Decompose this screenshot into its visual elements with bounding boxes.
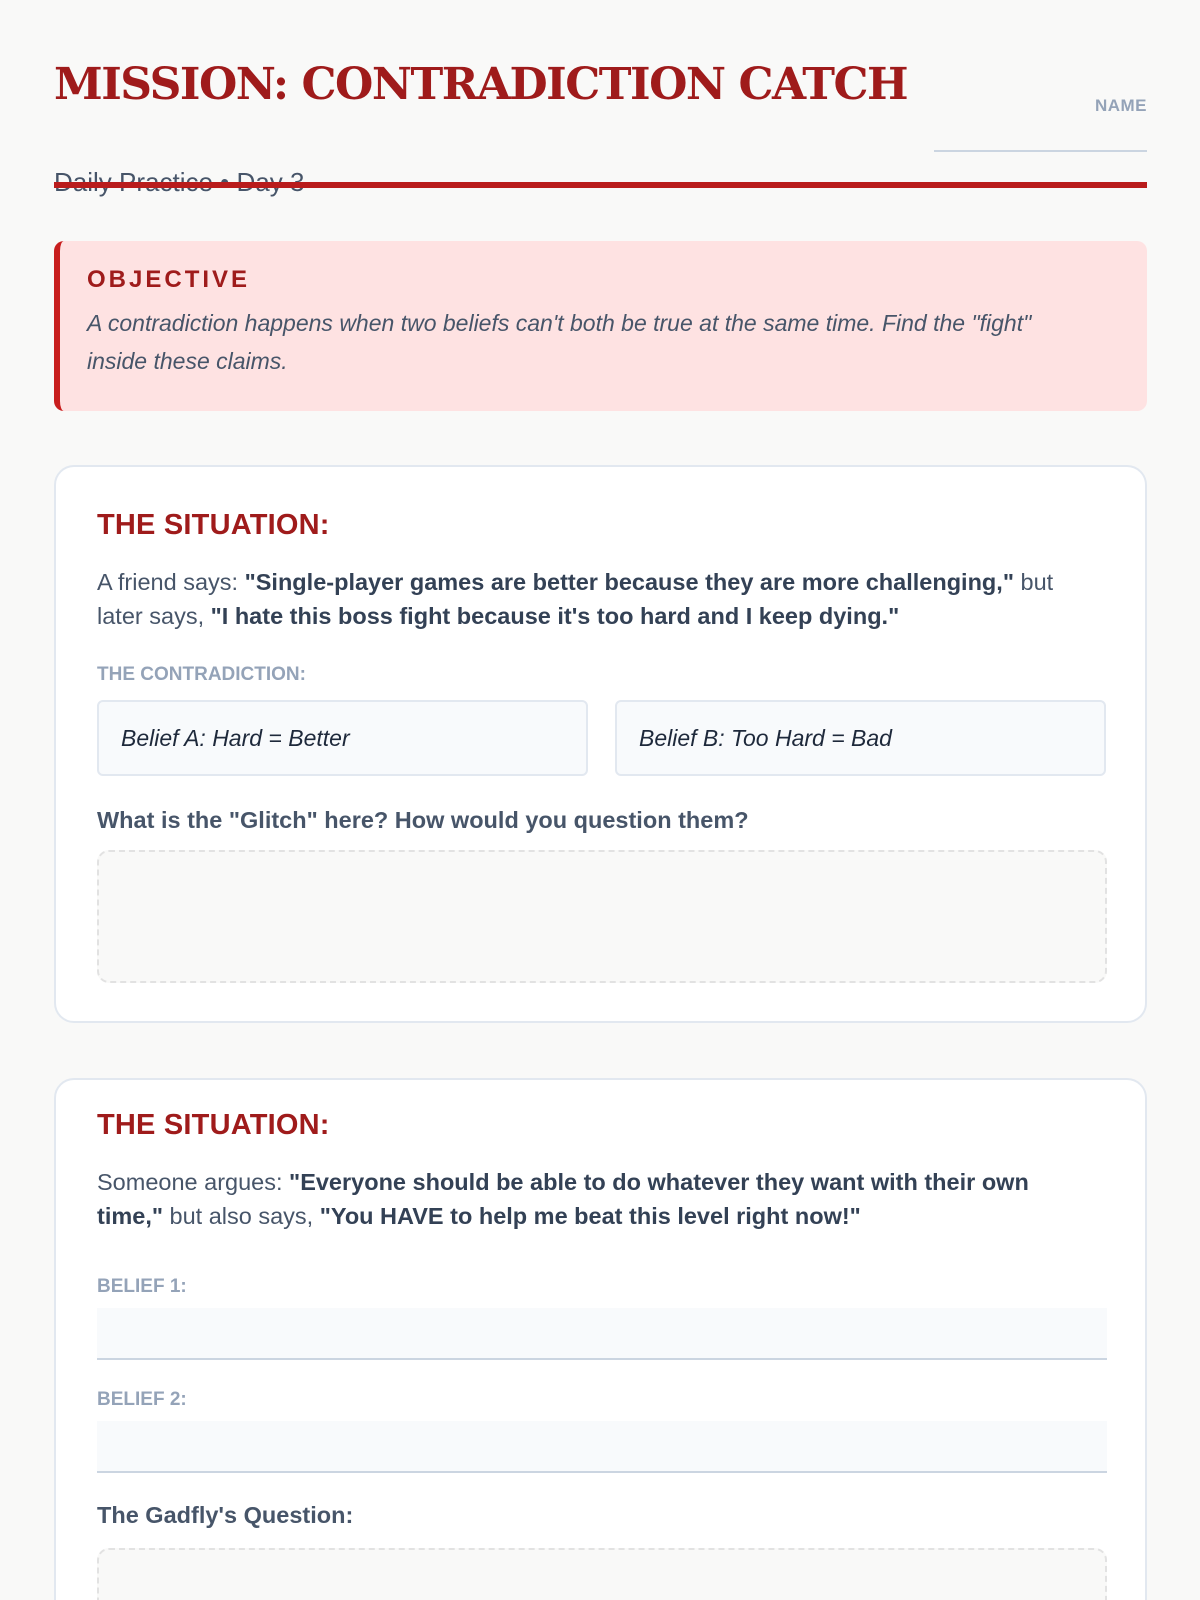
belief-1-input[interactable] [97, 1308, 1107, 1360]
situation-intro: Someone argues: [97, 1169, 290, 1195]
belief-2-input[interactable] [97, 1421, 1107, 1473]
situation-card-1 [54, 465, 1147, 1023]
glitch-answer-area[interactable] [97, 850, 1107, 983]
gadfly-answer-area[interactable] [97, 1548, 1107, 1600]
belief-1-label: BELIEF 1: [97, 1276, 187, 1297]
quoted-claim-1: "Single-player games are better because they are more challenging," [244, 569, 1014, 595]
quoted-claim-2: "I hate this boss fight because it's too hard and I keep dying." [210, 603, 900, 629]
belief-a-box: Belief A: Hard = Better [97, 700, 588, 776]
situation-text [97, 1165, 1097, 1233]
situation-connector: but later says, [97, 569, 1054, 629]
glitch-question: What is the "Glitch" here? How would you question them? [97, 807, 749, 833]
gadfly-question-label: The Gadfly's Question: [97, 1502, 354, 1528]
situation-intro: A friend says: [97, 569, 245, 595]
situation-connector: but also says, [163, 1203, 320, 1229]
objective-text: A contradiction happens when two beliefs can't both be true at the same time. Find the "fight" inside these claims. [87, 310, 1032, 374]
quoted-claim-1: "Everyone should be able to do whatever they want with their own time," [97, 1169, 1029, 1229]
name-field[interactable] [934, 96, 1147, 152]
page-title: MISSION: CONTRADICTION CATCH [54, 59, 908, 110]
belief-2-label: BELIEF 2: [97, 1389, 187, 1410]
objective-heading: OBJECTIVE [87, 266, 251, 293]
situation-heading: THE SITUATION: [97, 1109, 330, 1141]
contradiction-label: THE CONTRADICTION: [97, 664, 306, 685]
quoted-claim-2: "You HAVE to help me beat this level right now!" [319, 1203, 861, 1229]
situation-card-2 [54, 1078, 1147, 1600]
header-divider [54, 182, 1147, 188]
name-write-line[interactable] [934, 150, 1147, 152]
worksheet-header [54, 54, 1147, 186]
objective-callout [54, 241, 1147, 411]
belief-b-box: Belief B: Too Hard = Bad [615, 700, 1106, 776]
situation-heading: THE SITUATION: [97, 509, 330, 541]
name-label: NAME [1094, 96, 1147, 115]
situation-text [97, 565, 1097, 633]
